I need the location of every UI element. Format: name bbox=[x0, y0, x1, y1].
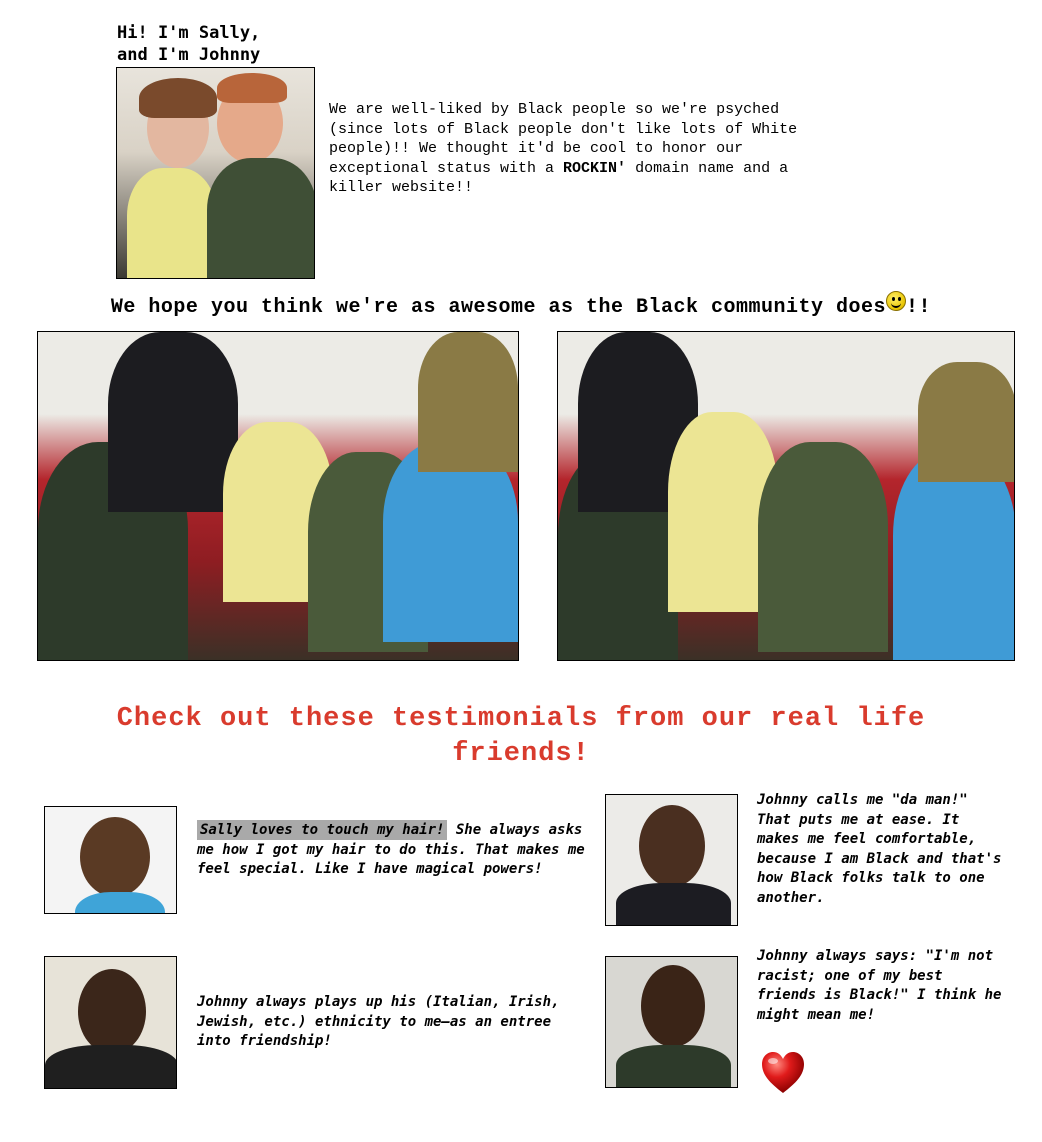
intro-text-bold: ROCKIN' bbox=[563, 159, 627, 177]
sally-johnny-photo bbox=[116, 67, 315, 279]
intro-text: We are well-liked by Black people so we're psyched (since lots of Black people don't like lots of White people)!! We thought it'd be cool to honor our exceptional status with a bbox=[329, 101, 798, 177]
headline-text: We hope you think we're as awesome as the Black community does bbox=[110, 296, 887, 319]
testimonial-1-text bbox=[197, 821, 592, 880]
heart-icon bbox=[760, 1050, 806, 1096]
testimonial-1-highlight: Sally loves to touch my hair! bbox=[197, 820, 447, 840]
testimonials-heading: Check out these testimonials from our real life friends! bbox=[116, 704, 926, 769]
intro-title: Hi! I'm Sally, and I'm Johnny bbox=[117, 23, 261, 65]
headline-suffix: !! bbox=[906, 296, 932, 319]
group-photo-left bbox=[37, 331, 519, 661]
testimonial-photo-2 bbox=[605, 794, 738, 926]
headline bbox=[0, 296, 1042, 319]
testimonial-2-text: Johnny calls me "da man!" That puts me at ease. It makes me feel comfortable, because I am Black and that's how Black folks talk to one another. bbox=[757, 792, 1002, 906]
testimonial-4-text: Johnny always says: "I'm not racist; one of my best friends is Black!" I think he might mean me! bbox=[757, 948, 1002, 1023]
intro-text-end: domain name and a killer website!! bbox=[329, 159, 789, 196]
intro-paragraph bbox=[329, 100, 809, 198]
testimonial-1-body: She always asks me how I got my hair to do this. That makes me feel special. Like I have magical powers! bbox=[197, 822, 585, 877]
group-photo-right bbox=[557, 331, 1015, 661]
testimonial-3-text: Johnny always plays up his (Italian, Irish, Jewish, etc.) ethnicity to me—as an entree into friendship! bbox=[197, 994, 560, 1049]
smiley-icon bbox=[886, 291, 906, 311]
testimonial-photo-4 bbox=[605, 956, 738, 1088]
testimonial-photo-3 bbox=[44, 956, 177, 1089]
testimonial-photo-1 bbox=[44, 806, 177, 914]
